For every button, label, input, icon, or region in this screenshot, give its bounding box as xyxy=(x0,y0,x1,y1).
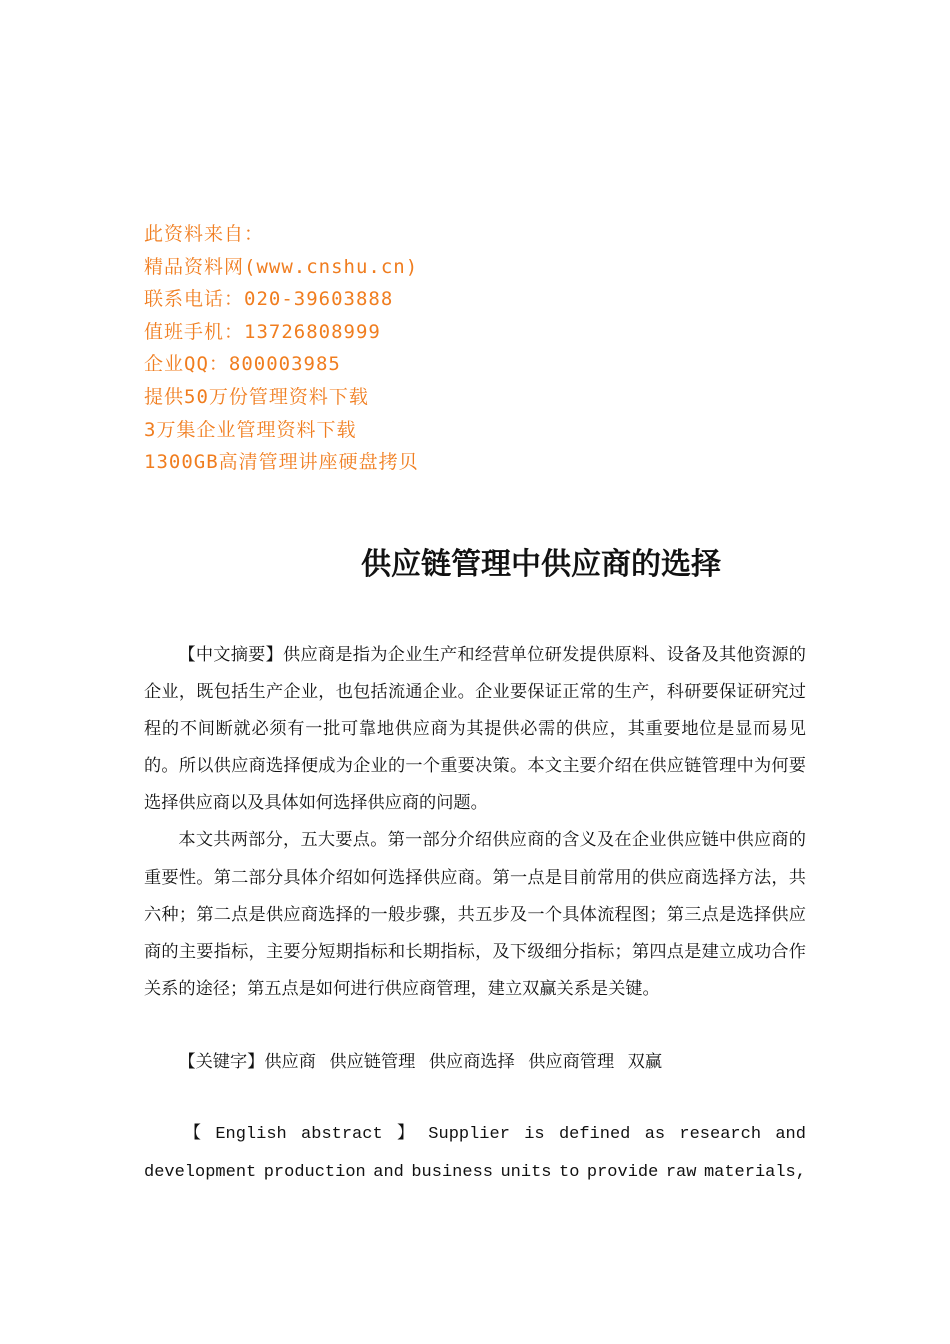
abstract-paragraph: 【中文摘要】供应商是指为企业生产和经营单位研发提供原料、设备及其他资源的企业，既包括生产企业，也包括流通企业。企业要保证正常的生产，科研要保证研究过程的不间断就必须有一批可靠地供应商为其提供必需的供应，其重要地位是显而易见的。所以供应商选择便成为企业的一个重要决策。本文主要介绍在供应链管理中为何要选择供应商以及具体如何选择供应商的问题。 xyxy=(144,645,806,814)
english-word: 【 xyxy=(184,1125,201,1144)
keywords-label: 【关键字】 xyxy=(178,1052,265,1072)
source-line-phone: 联系电话：020-39603888 xyxy=(144,288,394,311)
english-word: units xyxy=(500,1163,552,1182)
english-word: 】 xyxy=(396,1125,414,1144)
english-word: abstract xyxy=(301,1125,383,1144)
source-info-block xyxy=(144,218,704,479)
document-title: 供应链管理中供应商的选择 xyxy=(361,547,721,582)
source-line: 1300GB高清管理讲座硬盘拷贝 xyxy=(144,451,419,474)
english-abstract-line xyxy=(144,1116,806,1154)
english-word: is xyxy=(524,1125,545,1144)
english-word: raw xyxy=(665,1163,697,1182)
english-word: provide xyxy=(586,1163,659,1182)
keyword: 供应商 xyxy=(264,1052,316,1072)
keyword: 供应链管理 xyxy=(329,1052,416,1072)
source-line-website: 精品资料网(www.cnshu.cn) xyxy=(144,255,419,278)
english-word: business xyxy=(411,1163,493,1182)
english-word: materials, xyxy=(703,1163,806,1182)
source-line-qq: 企业QQ：800003985 xyxy=(144,353,341,376)
english-word: English xyxy=(215,1125,287,1144)
english-word: production xyxy=(263,1163,366,1182)
source-line: 此资料来自： xyxy=(144,223,265,245)
english-word: Supplier xyxy=(428,1125,510,1144)
chinese-abstract xyxy=(144,637,806,1008)
abstract-paragraph: 本文共两部分，五大要点。第一部分介绍供应商的含义及在企业供应链中供应商的重要性。第二部分具体介绍如何选择供应商。第一点是目前常用的供应商选择方法，共六种；第二点是供应商选择的一般步骤，共五步及一个具体流程图；第三点是选择供应商的主要指标，主要分短期指标和长期指标，及下级细分指标；第四点是建立成功合作关系的途径；第五点是如何进行供应商管理，建立双赢关系是关键。 xyxy=(144,830,806,999)
english-word: as xyxy=(644,1125,666,1144)
english-word: and xyxy=(775,1125,806,1144)
english-word: defined xyxy=(558,1125,631,1144)
keyword: 供应商选择 xyxy=(428,1052,515,1072)
keyword: 供应商管理 xyxy=(528,1052,615,1072)
source-line: 3万集企业管理资料下载 xyxy=(144,418,357,441)
english-abstract-line xyxy=(144,1154,806,1192)
source-line: 提供50万份管理资料下载 xyxy=(144,385,369,408)
keywords-line xyxy=(144,1044,806,1081)
english-word: to xyxy=(559,1163,580,1182)
english-abstract xyxy=(144,1116,806,1192)
english-word: and xyxy=(373,1163,404,1182)
english-word: development xyxy=(144,1163,257,1182)
keyword: 双赢 xyxy=(627,1052,663,1072)
english-word: research xyxy=(679,1125,762,1144)
source-line-mobile: 值班手机：13726808999 xyxy=(144,320,381,343)
